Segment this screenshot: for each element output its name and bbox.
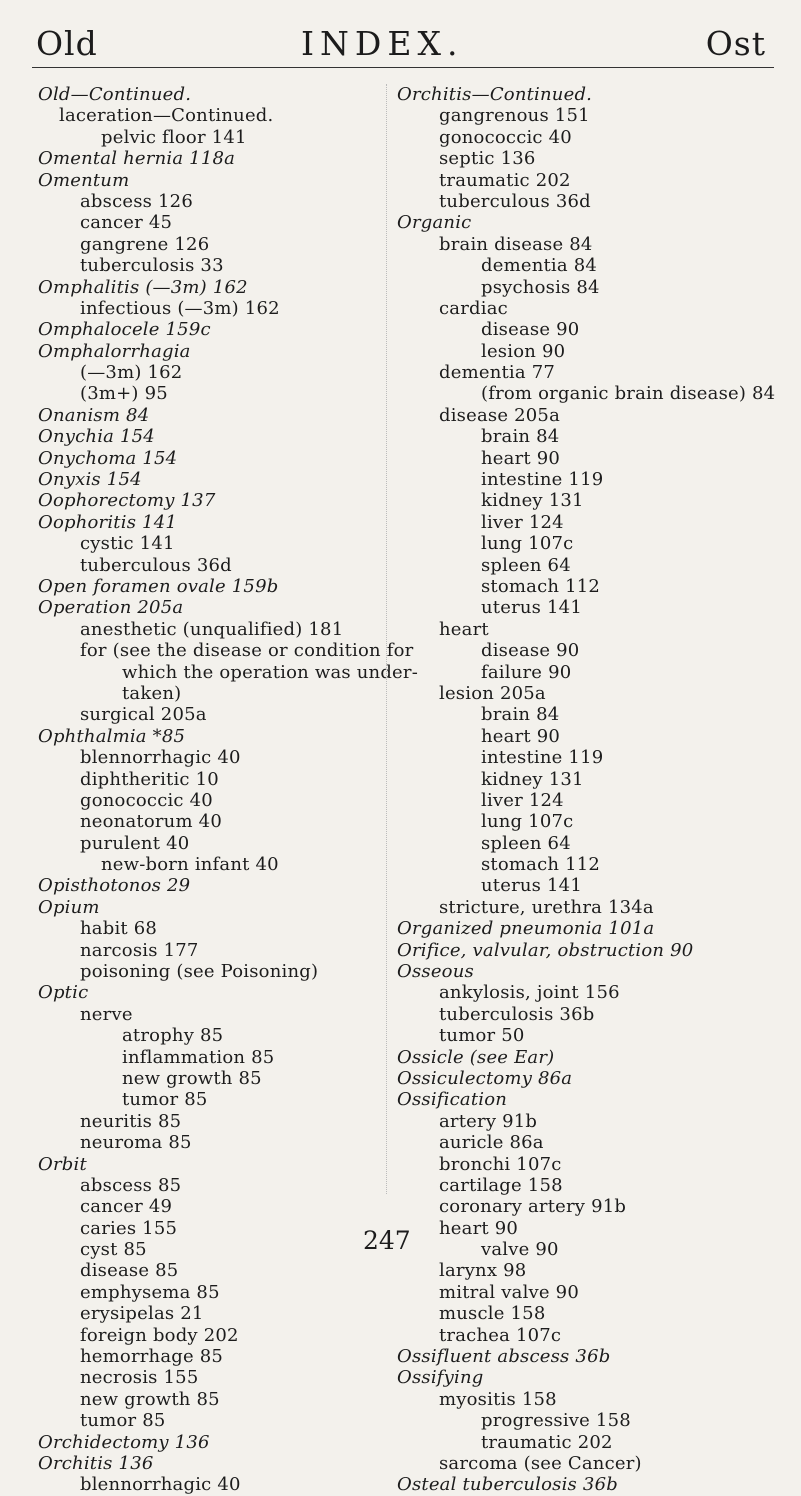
index-subentry: disease 90 — [481, 640, 580, 662]
index-heading: Ossifying — [397, 1367, 484, 1389]
index-heading: Ophthalmia *85 — [38, 725, 186, 747]
index-subentry: habit 68 — [80, 918, 158, 940]
index-subentry: anesthetic (unqualified) 181 — [80, 618, 344, 640]
index-subentry: uterus 141 — [481, 875, 582, 897]
index-subentry: sarcoma (see Cancer) — [439, 1453, 642, 1474]
index-subentry: abscess 126 — [80, 190, 193, 212]
index-subentry: artery 91b — [439, 1110, 538, 1132]
index-subentry: dementia 84 — [481, 255, 598, 277]
index-heading: Orifice, valvular, obstruction 90 — [397, 939, 694, 961]
index-subentry: trachea 107c — [439, 1324, 562, 1346]
index-subentry: psychosis 84 — [481, 276, 600, 298]
index-subentry: new growth 85 — [122, 1067, 262, 1089]
index-subentry: diphtheritic 10 — [80, 768, 219, 790]
index-subentry: tumor 85 — [122, 1089, 208, 1111]
index-subentry: traumatic 202 — [439, 169, 571, 191]
page-header — [36, 24, 766, 63]
index-subentry: traumatic 202 — [481, 1431, 613, 1453]
index-subentry: heart 90 — [481, 447, 561, 469]
index-heading: Omentum — [38, 169, 130, 191]
index-subentry: bronchi 107c — [439, 1153, 562, 1175]
index-subentry: nerve — [80, 1003, 133, 1025]
left-guide-word: Old — [36, 24, 98, 63]
index-subentry: valve 90 — [481, 1239, 559, 1261]
index-subentry: blennorrhagic 40 — [80, 1474, 241, 1496]
index-heading: Organic — [397, 212, 472, 234]
index-subentry: pelvic floor 141 — [101, 126, 247, 148]
index-heading: Ossification — [397, 1089, 508, 1111]
index-title: INDEX. — [301, 24, 464, 63]
index-subentry: lesion 205a — [439, 682, 546, 704]
index-subentry: erysipelas 21 — [80, 1303, 204, 1325]
index-heading: Operation 205a — [38, 597, 184, 619]
index-subentry: new-born infant 40 — [101, 854, 279, 876]
index-subentry: inflammation 85 — [122, 1046, 275, 1068]
index-subentry: liver 124 — [481, 511, 564, 533]
index-subentry: stomach 112 — [481, 854, 601, 876]
index-heading: Old—Continued. — [38, 84, 192, 105]
index-heading: Omphalorrhagia — [38, 340, 191, 362]
index-subentry: atrophy 85 — [122, 1025, 224, 1047]
index-heading: Onychia 154 — [38, 426, 155, 448]
index-subentry: uterus 141 — [481, 597, 582, 619]
index-heading: Ossifluent abscess 36b — [397, 1346, 611, 1368]
index-subentry: muscle 158 — [439, 1303, 546, 1325]
index-subentry: larynx 98 — [439, 1260, 527, 1282]
index-subentry: disease 205a — [439, 404, 560, 426]
index-subentry: tuberculous 36d — [439, 190, 591, 212]
right-column — [397, 84, 801, 1496]
index-heading: Orchitis—Continued. — [397, 84, 593, 105]
index-subentry: failure 90 — [481, 661, 572, 683]
index-subentry: liver 124 — [481, 789, 564, 811]
right-guide-word: Ost — [705, 24, 766, 63]
index-subentry: lung 107c — [481, 811, 574, 833]
index-subentry: coronary artery 91b — [439, 1196, 627, 1218]
index-subentry: (from organic brain disease) 84 — [481, 383, 776, 405]
index-heading: Open foramen ovale 159b — [38, 575, 279, 597]
index-subentry: brain disease 84 — [439, 233, 593, 255]
index-subentry: heart 90 — [439, 1217, 519, 1239]
index-heading: Orbit — [38, 1153, 87, 1175]
index-subentry: hemorrhage 85 — [80, 1346, 224, 1368]
index-subentry: lesion 90 — [481, 340, 566, 362]
index-subentry: myositis 158 — [439, 1388, 557, 1410]
index-subentry: which the operation was under- — [122, 661, 418, 683]
index-heading: Osseous — [397, 961, 474, 983]
index-subentry: intestine 119 — [481, 469, 604, 491]
index-heading: Opium — [38, 896, 100, 918]
index-heading: Opisthotonos 29 — [38, 875, 191, 897]
index-subentry: cardiac — [439, 297, 508, 319]
index-subentry: neuritis 85 — [80, 1110, 182, 1132]
index-subentry: poisoning (see Poisoning) — [80, 961, 319, 983]
index-heading: Omphalitis (—3m) 162 — [38, 276, 248, 298]
index-heading: Orchidectomy 136 — [38, 1431, 210, 1453]
index-subentry: brain 84 — [481, 704, 560, 726]
index-subentry: taken) — [122, 682, 182, 704]
index-subentry: ankylosis, joint 156 — [439, 982, 620, 1004]
index-subentry: purulent 40 — [80, 832, 190, 854]
index-subentry: kidney 131 — [481, 490, 584, 512]
index-heading: Organized pneumonia 101a — [397, 918, 655, 940]
header-rule — [32, 67, 774, 68]
index-subentry: tuberculosis 36b — [439, 1003, 595, 1025]
index-heading: Omental hernia 118a — [38, 148, 236, 170]
index-subentry: tuberculosis 33 — [80, 255, 224, 277]
index-subentry: lung 107c — [481, 533, 574, 555]
index-subentry: cancer 49 — [80, 1196, 173, 1218]
index-subentry: disease 85 — [80, 1260, 179, 1282]
index-heading: Oophorectomy 137 — [38, 490, 216, 512]
index-subentry: gangrenous 151 — [439, 105, 590, 127]
index-subentry: neonatorum 40 — [80, 811, 222, 833]
index-subentry: gonococcic 40 — [80, 789, 213, 811]
index-heading: Onanism 84 — [38, 404, 150, 426]
index-subentry: spleen 64 — [481, 554, 571, 576]
index-subentry: dementia 77 — [439, 362, 556, 384]
index-subentry: foreign body 202 — [80, 1324, 239, 1346]
index-heading: Ossiculectomy 86a — [397, 1067, 573, 1089]
index-subentry: gonococcic 40 — [439, 126, 572, 148]
index-subentry: cartilage 158 — [439, 1174, 563, 1196]
index-subentry: disease 90 — [481, 319, 580, 341]
index-heading: Optic — [38, 982, 89, 1004]
index-subentry: spleen 64 — [481, 832, 571, 854]
column-divider — [386, 84, 387, 1194]
index-subentry: (—3m) 162 — [80, 362, 183, 384]
index-heading: Omphalocele 159c — [38, 319, 211, 341]
index-heading: Onyxis 154 — [38, 469, 142, 491]
index-subentry: kidney 131 — [481, 768, 584, 790]
index-heading: Ossicle (see Ear) — [397, 1046, 555, 1068]
index-subentry: (3m+) 95 — [80, 383, 168, 405]
index-heading: Onychoma 154 — [38, 447, 178, 469]
index-subentry: tumor 85 — [80, 1410, 166, 1432]
index-subentry: heart 90 — [481, 725, 561, 747]
index-subentry: infectious (—3m) 162 — [80, 297, 280, 319]
index-subentry: stomach 112 — [481, 575, 601, 597]
index-subentry: stricture, urethra 134a — [439, 896, 654, 918]
index-subentry: cyst 85 — [80, 1239, 147, 1261]
index-subentry: tuberculous 36d — [80, 554, 232, 576]
index-subentry: gangrene 126 — [80, 233, 210, 255]
index-subentry: for (see the disease or condition for — [80, 640, 414, 662]
index-subentry: laceration—Continued. — [59, 105, 274, 127]
index-subentry: caries 155 — [80, 1217, 178, 1239]
index-subentry: intestine 119 — [481, 747, 604, 769]
index-subentry: brain 84 — [481, 426, 560, 448]
index-subentry: abscess 85 — [80, 1174, 182, 1196]
index-subentry: tumor 50 — [439, 1025, 525, 1047]
index-subentry: mitral valve 90 — [439, 1281, 579, 1303]
index-heading: Osteal tuberculosis 36b — [397, 1474, 618, 1496]
index-subentry: surgical 205a — [80, 704, 207, 726]
index-subentry: necrosis 155 — [80, 1367, 199, 1389]
index-subentry: heart — [439, 618, 489, 640]
index-subentry: auricle 86a — [439, 1132, 544, 1154]
index-subentry: cystic 141 — [80, 533, 175, 555]
index-subentry: emphysema 85 — [80, 1281, 220, 1303]
page-number: 247 — [363, 1226, 411, 1255]
index-subentry: new growth 85 — [80, 1388, 220, 1410]
index-heading: Orchitis 136 — [38, 1453, 154, 1474]
index-subentry: septic 136 — [439, 148, 536, 170]
index-subentry: narcosis 177 — [80, 939, 199, 961]
index-subentry: progressive 158 — [481, 1410, 631, 1432]
index-heading: Oophoritis 141 — [38, 511, 178, 533]
index-subentry: blennorrhagic 40 — [80, 747, 241, 769]
index-subentry: cancer 45 — [80, 212, 173, 234]
index-subentry: neuroma 85 — [80, 1132, 192, 1154]
